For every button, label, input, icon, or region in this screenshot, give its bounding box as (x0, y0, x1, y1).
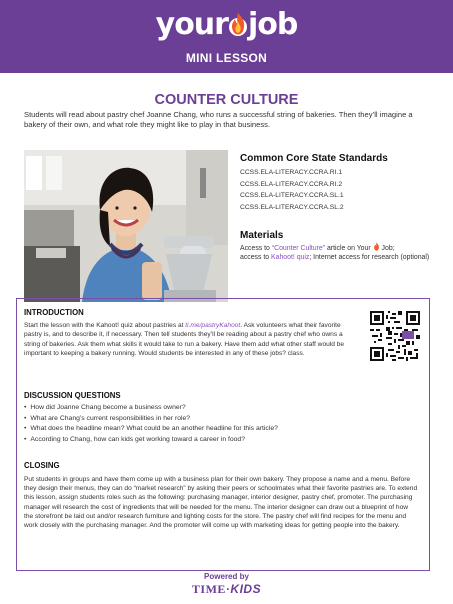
article-link[interactable]: “Counter Culture” (271, 245, 326, 252)
materials-text (240, 242, 440, 262)
kahoot-link[interactable]: Kahoot! quiz (271, 253, 310, 261)
mini-lesson-label: MINI LESSON (185, 51, 268, 65)
introduction-text2: . Ask volunteers what their favorite pastry is, and to describe it, if necessary. Then tell students they’ll be reading about a pastry chef who owns a string of bakeries. Ask them what skills it would take to run a bakery. Have them add what other staff would be important to keeping a bakery running. Would students be interested in any of these jobs? class. (24, 322, 345, 358)
standards-section (240, 153, 440, 213)
page-title: COUNTER CULTURE (154, 92, 299, 108)
discussion-item: • What are Chang’s current responsibilities in her role? (24, 414, 404, 425)
kids-wordmark: KIDS (230, 582, 262, 596)
logo-your: your (155, 7, 228, 42)
discussion-item: • According to Chang, how can kids get working toward a career in food? (24, 435, 404, 446)
materials-job: Job; (379, 245, 395, 252)
discussion-item: • How did Joanne Chang become a business owner? (24, 403, 404, 414)
standard-item: CCSS.ELA-LITERACY.CCRA.RI.2 (240, 180, 343, 188)
introduction-heading: INTRODUCTION (24, 308, 84, 317)
yourjob-logo (0, 8, 453, 42)
standard-item: CCSS.ELA-LITERACY.CCRA.SL.1 (240, 192, 344, 200)
standard-item: CCSS.ELA-LITERACY.CCRA.SL.2 (240, 203, 344, 211)
lesson-summary: Students will read about pastry chef Joanne Chang, who runs a successful string of bakeries. Then they’ll imagine a bakery of their own, and what role they might like to play in that business. (24, 110, 413, 129)
discussion-heading: DISCUSSION QUESTIONS (24, 391, 121, 400)
powered-by-label: Powered by (204, 572, 249, 581)
chef-photo (24, 150, 228, 302)
standards-heading: Common Core State Standards (240, 153, 388, 164)
footer (0, 572, 453, 596)
materials-access: Access to (240, 245, 272, 252)
closing-text: Put students in groups and have them come up with a business plan for their own bakery. They propose a name and a menu. Before they design their menus, they can do “market research” by asking their peers or schoolmates what their favorite pastries are. To extend this lesson, assign students roles such as the following: purchasing manager, interior designer, pastry chef, promoter. The purchasing manager will research the cost of ingredients that will be needed for the menu. The interior designer can draw out a blueprint of how the storefront be laid out and/or research furniture and lighting costs for the store. The pastry chef will find recipes for the menu and work closely with the purchasing manager. And the promoter will come up with marketing ideas for getting people into the bakery. (24, 476, 418, 530)
flame-icon (228, 10, 248, 37)
materials-heading: Materials (240, 230, 284, 241)
discussion-list (24, 403, 404, 445)
standard-item: CCSS.ELA-LITERACY.CCRA.RI.1 (240, 169, 343, 176)
materials-article-on: article on Your (325, 245, 371, 252)
logo-job: job (247, 7, 298, 42)
closing-heading: CLOSING (24, 461, 60, 470)
qr-code[interactable] (370, 311, 420, 361)
materials-access2: access to (240, 253, 272, 261)
kahoot-url-link[interactable]: ti.me/pastryKahoot (185, 322, 241, 329)
introduction-text (24, 321, 359, 358)
standards-list (240, 167, 440, 213)
materials-rest: ; Internet access for research (optional) (309, 253, 430, 261)
time-for-kids-logo (0, 582, 453, 596)
header-banner (0, 0, 453, 73)
time-wordmark: TIME· (191, 582, 231, 596)
introduction-text1: Start the lesson with the Kahoot! quiz about pastries at (24, 322, 186, 329)
flame-icon (373, 242, 380, 251)
discussion-item: • What does the headline mean? What could be an another headline for this article? (24, 424, 404, 435)
